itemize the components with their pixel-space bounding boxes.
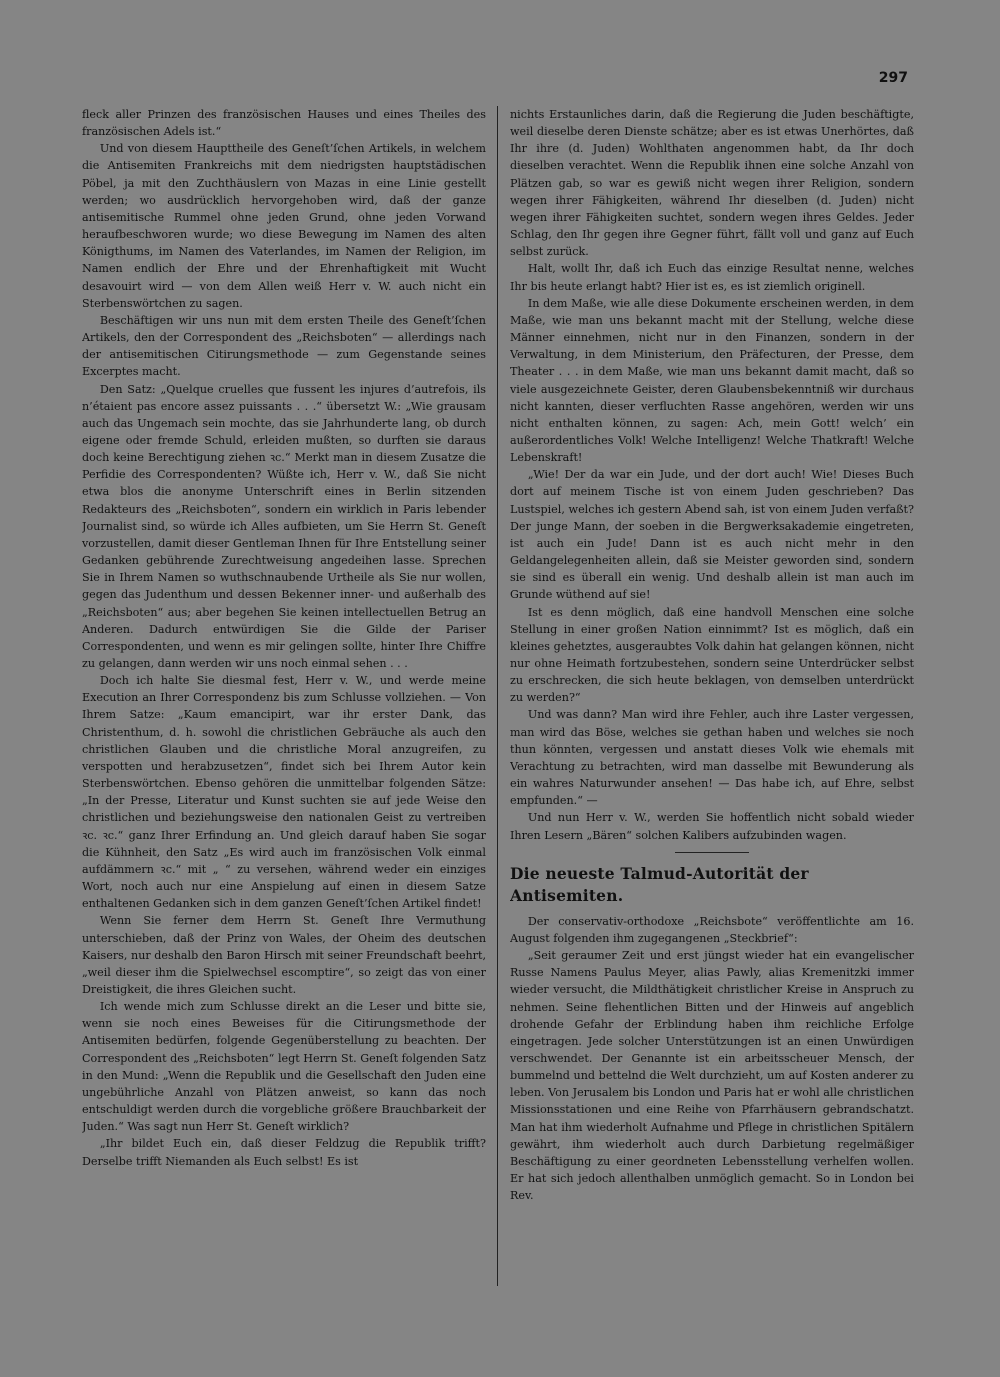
left-paragraph-1: fleck aller Prinzen des französischen Hauses und eines Theiles des französischen Adels ist.“ <box>82 108 486 139</box>
right-paragraph-4: „Wie! Der da war ein Jude, und der dort auch! Wie! Dieses Buch dort auf meinem Tische ist von einem Juden geschrieben? Das Lustspiel, welches ich gestern Abend sah, ist von einem Juden verfaßt? Der junge Mann, der soeben in die Bergwerksakademie eingetreten, ist auch ein Jude! Dann ist es auch nicht mehr in den Geldangelegenheiten allein, daß sie Meister geworden sind, sondern sie sind es überall ein wenig. Und deshalb allein ist man auch im Grunde wüthend auf sie! <box>510 468 914 602</box>
left-paragraph-6: Wenn Sie ferner dem Herrn St. Geneſt Ihre Vermuthung unterschieben, daß der Prinz von Wales, der Oheim des deutschen Kaisers, nur deshalb den Baron Hirsch mit seiner Freundschaft beehrt, „weil dieser ihm die Spielwechsel escomptire“, so zeigt das von einer Dreistigkeit, die ihres Gleichen sucht. <box>82 914 486 996</box>
right-paragraph-1: nichts Erstaunliches darin, daß die Regierung die Juden beschäftigte, weil dieselbe deren Dienste schätze; aber es ist etwas Unerhörtes, daß Ihr ihre (d. Juden) Wohlthaten angenommen habt, da Ihr doch dieselben verachtet. Wenn die Republik ihnen eine solche Anzahl von Plätzen gab, so war es gewiß nicht wegen ihrer Religion, sondern wegen ihrer Fähigkeiten, während Ihr dieselben (d. Juden) nicht wegen ihrer Fähigkeiten suchtet, sondern wegen ihres Geldes. Jeder Schlag, den Ihr gegen ihre Gegner führt, fällt voll und ganz auf Euch selbst zurück. <box>510 108 914 259</box>
article-separator <box>675 852 749 853</box>
left-paragraph-3: Beschäftigen wir uns nun mit dem ersten Theile des Geneſt’ſchen Artikels, den der Correspondent des „Reichsboten“ — allerdings nach der antisemitischen Citirungsmethode — zum Gegenstande seines Excerptes macht. <box>82 313 486 379</box>
article-heading: Die neueste Talmud-Autorität der Antisemiten. <box>510 863 809 905</box>
article-paragraph-1: Der conservativ-orthodoxe „Reichsbote“ veröffentlichte am 16. August folgenden ihm zugegangenen „Steckbrief“: <box>510 914 914 945</box>
right-paragraph-5: Ist es denn möglich, daß eine handvoll Menschen eine solche Stellung in einer großen Nation einnimmt? Ist es möglich, daß ein kleines gehetztes, ausgeraubtes Volk dahin hat gelangen können, nicht nur ohne Heimath fortzubestehen, sondern seine Unterdrücker selbst zu erschrecken, die sich heute beklagen, von demselben unterdrückt zu werden?“ <box>510 605 914 705</box>
article-paragraph-2: „Seit geraumer Zeit und erst jüngst wieder hat ein evangelischer Russe Namens Paulus Meyer, alias Pawly, alias Kremenitzki immer wieder versucht, die Mildthätigkeit christlicher Kreise in Anspruch zu nehmen. Seine flehentlichen Bitten und der Hinweis auf angeblich drohende Gefahr der Erblindung haben ihm reichliche Erfolge eingetragen. Jede solcher Unterstützungen ist an einen Unwürdigen verschwendet. Der Genannte ist ein arbeitsscheuer Mensch, der bummelnd und bettelnd die Welt durchzieht, um auf Kosten anderer zu leben. Von Jerusalem bis London und Paris hat er wohl alle christlichen Missionsstationen und eine Reihe von Pfarrhäusern gebrandschatzt. Man hat ihm wiederholt Aufnahme und Pflege in christlichen Spitälern gewährt, ihm wiederholt auch durch Darbietung regelmäßiger Beschäftigung zu einer geordneten Lebensstellung verhelfen wollen. Er hat sich jedoch allenthalben unmöglich gemacht. So in London bei Rev. <box>510 949 914 1203</box>
column-divider <box>497 106 498 1286</box>
left-paragraph-4: Den Satz: „Quelque cruelles que fussent les injures d’autrefois, ils n’étaient pas encore assez puissants . . .“ übersetzt W.: „Wie grausam auch das Ungemach sein mochte, das sie Jahrhunderte lang, ob durch eigene oder fremde Schuld, erleiden mußten, so durften sie daraus doch keine Berechtigung ziehen ꝛc.“ Merkt man in diesem Zusatze die Perfidie des Correspondenten? Wüßte ich, Herr v. W., daß Sie nicht etwa blos die anonyme Unterschrift eines in Berlin sitzenden Redakteurs des „Reichsboten“, sondern ein wirklich in Paris lebender Journalist sind, so würde ich Alles aufbieten, um Sie Herrn St. Geneſt vorzustellen, damit dieser Gentleman Ihnen für Ihre Entstellung seiner Gedanken gebührende Zurechtweisung angedeihen lasse. Sprechen Sie in Ihrem Namen so wuthschnaubende Urtheile als Sie nur wollen, gegen das Judenthum und dessen Bekenner inner- und außerhalb des „Reichsboten“ aus; aber begehen Sie keinen intellectuellen Betrug an Anderen. Dadurch entwürdigen Sie die Gilde der Pariser Correspondenten, und wenn es mir gelingen sollte, hinter Ihre Chiffre zu gelangen, dann werden wir uns noch einmal sehen . . . <box>82 382 486 670</box>
page-number: 297 <box>878 70 908 86</box>
left-paragraph-7: Ich wende mich zum Schlusse direkt an die Leser und bitte sie, wenn sie noch eines Beweises für die Citirungsmethode der Antisemiten bedürfen, folgende Gegenüberstellung zu beachten. Der Correspondent des „Reichsboten“ legt Herrn St. Geneſt folgenden Satz in den Mund: „Wenn die Republik und die Gesellschaft den Juden eine ungebührliche Anzahl von Plätzen anweist, so kann das noch entschuldigt werden durch die vorgebliche größere Brauchbarkeit der Juden.“ Was sagt nun Herr St. Geneſt wirklich? <box>82 1000 486 1134</box>
left-paragraph-2: Und von diesem Haupttheile des Geneſt’ſchen Artikels, in welchem die Antisemiten Frankreichs mit dem niedrigsten hauptstädischen Pöbel, ja mit den Zuchthäuslern von Mazas in eine Linie gestellt werden; wo ausdrücklich hervorgehoben wird, daß der ganze antisemitische Rummel ohne jeden Grund, ohne jeden Vorwand heraufbeschworen wurde; wo diese Bewegung im Namen des alten Königthums, im Namen des Vaterlandes, im Namen der Religion, im Namen endlich der Ehre und der Ehrenhaftigkeit mit Wucht desavouirt wird — von dem Allen weiß Herr v. W. auch nicht ein Sterbenswörtchen zu sagen. <box>82 142 486 310</box>
left-paragraph-8: „Ihr bildet Euch ein, daß dieser Feldzug die Republik trifft? Derselbe trifft Niemanden als Euch selbst! Es ist <box>82 1137 486 1168</box>
left-column <box>82 106 486 1284</box>
left-paragraph-5: Doch ich halte Sie diesmal fest, Herr v. W., und werde meine Execution an Ihrer Correspondenz bis zum Schlusse vollziehen. — Von Ihrem Satze: „Kaum emancipirt, war ihr erster Dank, das Christenthum, d. h. sowohl die christlichen Gebräuche als auch den christlichen Glauben und die christliche Moral anzugreifen, zu verspotten und herabzusetzen“, findet sich bei Ihrem Autor kein Sterbenswörtchen. Ebenso gehören die unmittelbar folgenden Sätze: „In der Presse, Literatur und Kunst suchten sie auf jede Weise den christlichen und beziehungsweise den nationalen Geist zu vertreiben ꝛc. ꝛc.“ ganz Ihrer Erfindung an. Und gleich darauf haben Sie sogar die Kühnheit, den Satz „Es wird auch im französischen Volk einmal aufdämmern ꝛc.“ mit „ “ zu versehen, während weder ein einziges Wort, noch auch nur eine Anspielung auf einen in diesem Satze enthaltenen Gedanken sich in dem ganzen Geneſt’ſchen Artikel findet! <box>82 674 486 911</box>
right-paragraph-2: Halt, wollt Ihr, daß ich Euch das einzige Resultat nenne, welches Ihr bis heute erlangt habt? Hier ist es, es ist ziemlich originell. <box>510 262 914 293</box>
right-column <box>510 106 914 1284</box>
right-paragraph-6: Und was dann? Man wird ihre Fehler, auch ihre Laster vergessen, man wird das Böse, welches sie gethan haben und welches sie noch thun könnten, vergessen und anstatt dieses Volk wie ehemals mit Verachtung zu betrachten, wird man dasselbe mit Bewunderung als ein wahres Naturwunder ansehen! — Das habe ich, auf Ehre, selbst empfunden.“ — <box>510 708 914 808</box>
right-paragraph-7: Und nun Herr v. W., werden Sie hoffentlich nicht sobald wieder Ihren Lesern „Bären“ solchen Kalibers aufzubinden wagen. <box>510 811 914 842</box>
right-paragraph-3: In dem Maße, wie alle diese Dokumente erscheinen werden, in dem Maße, wie man uns bekannt macht mit der Stellung, welche diese Männer einnehmen, nicht nur in den Finanzen, sondern in der Verwaltung, in dem Ministerium, den Präfecturen, der Presse, dem Theater . . . in dem Maße, wie man uns bekannt damit macht, daß so viele ausgezeichnete Geister, deren Glaubensbekenntniß wir durchaus nicht kannten, dieser verfluchten Rasse angehören, werden wir uns nicht enthalten können, zu sagen: Ach, mein Gott! welch’ ein außerordentliches Volk! Welche Intelligenz! Welche Thatkraft! Welche Lebenskraft! <box>510 296 914 465</box>
